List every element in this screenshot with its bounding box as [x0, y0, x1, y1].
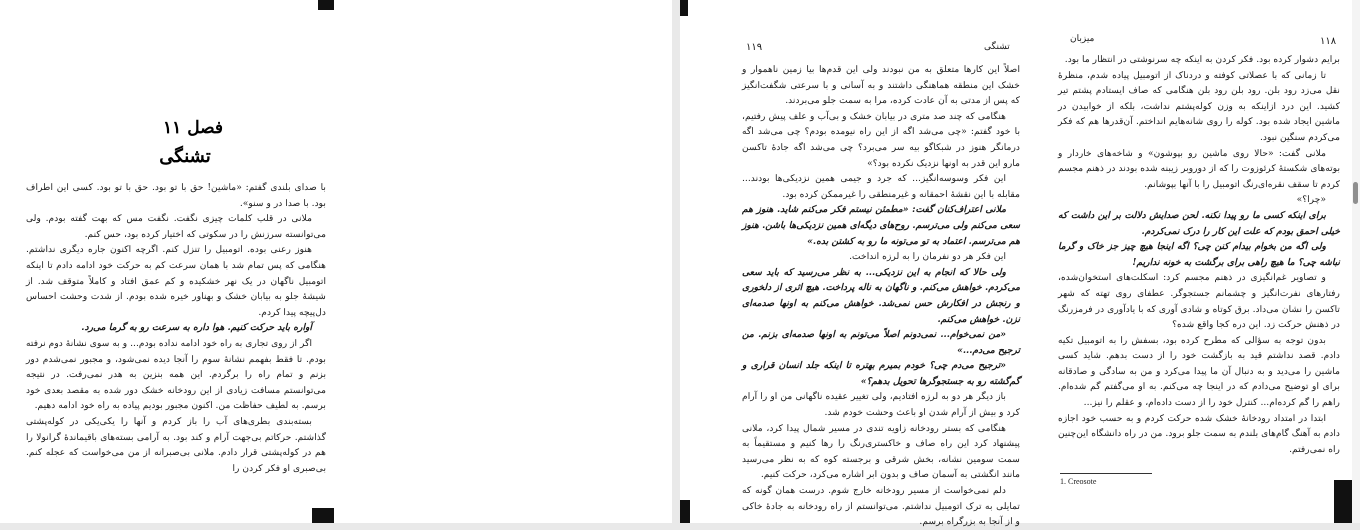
page-118-text — [1058, 52, 1340, 462]
paragraph: «چرا؟» — [1296, 194, 1326, 206]
paragraph: ملانی اعتراف‌کنان گفت: «مطمئن نیستم فکر می‌کنم شاید. هنوز هم سعی می‌کنم ولی می‌ترسم. روح‌های دیگه‌ای همین نزدیکی‌ها باشن. هنوز هم می‌ترسم. اعتماد به تو می‌تونه ما رو به کشتن بده.» — [742, 204, 1020, 247]
paragraph: برای اینکه کسی ما رو پیدا نکنه. لحن صدایش دلالت بر این داشت که خیلی احمق بودم که علت این کار را درک نمی‌کردم. — [1058, 209, 1340, 237]
paragraph: باز دیگر هر دو به لرزه افتادیم، ولی تغییر عقیده ناگهانی من او را آرام کرد و بیش از آرام شدن او باعث وحشت خودم شد. — [742, 391, 1020, 419]
left-page — [0, 0, 672, 523]
vertical-scrollbar[interactable] — [1352, 0, 1360, 523]
scan-artifact-bottom — [312, 508, 334, 523]
paragraph: اگر از روی تجاری به راه خود ادامه نداده بودم... و به سوی نشانهٔ دوم نرفته بودم. تا فقط بفهمم نشانهٔ سوم را آنجا دیده نمی‌شود، و مجبور نمی‌شدم دور بزنم و تمام راه را برگردم. این همه بنزین به هدر نمی‌رفت. در نتیجه می‌توانستم مسافت زیادی از این رودخانه خشک دور شده به مقصد بعدی خود برسم. به لطیف حفاظت من. اکنون مجبور بودیم پیاده به راه خود ادامه دهیم. — [26, 337, 326, 412]
paragraph: ولی اگه من بخوام بیدام کنن چی؟ اگه اینجا هیچ چیز جز خاک و گرما نباشه چی؟ ما هیچ راهی برای برگشت به خونه نداریم! — [1058, 241, 1340, 268]
paragraph: هنوز رعنی بوده. اتومبیل را تنزل کنم. اگرچه اکنون جاره دیگری نداشتم. هنگامی که پس تمام شد با همان سرعت کم به حرکت خود ادامه دادم تا اینکه اتومبیل ناگهان در یک نهر خشکیده و کم عمق افتاد و کاملاً متوقف شد. از شیشهٔ جلو به بیابان خشک و بهناور خیره شده بودم. از شدت وحشت احساس دل‌پیچه پیدا کردم. — [26, 244, 326, 318]
paragraph: آواره باید حرکت کنیم. هوا داره به سرعت رو به گرما می‌رد. — [81, 322, 312, 334]
paragraph: با صدای بلندی گفتم: «ماشین! حق با تو بود. حق با تو بود. کسی این اطراف بود. با صدا در و سنو». — [26, 182, 326, 209]
scan-artifact-right-bottom — [1334, 480, 1352, 523]
paragraph: ولی حالا که انجام به این نزدیکی... به نظر می‌رسید که باید سعی می‌کردم. خواهش می‌کنم. و ناگهان به ناله پرداخت. هیچ اثری از دلخوری و رنجش در افکارش حس نمی‌شد. خواهش می‌کنم به اونها صدمه‌ای نزن. خواهش می‌کنم. — [742, 266, 1020, 325]
paragraph: بدون توجه به سؤالی که مطرح کرده بود، بسفش را به اتومبیل تکیه دادم. قصد نداشتم قید به بازگشت خود را از دست بدهم. شاید کسی ماشین را می‌دید و به دنبال آن ما پیدا می‌کرد و من به سادگی و صادقانه برای او توضیح می‌دادم که در اینجا چه می‌کنم. به او می‌گفتم گم شده‌ام. راهم را گم کرده‌ام... کنترل خود را از دست داده‌ام، و عقلم را نیز... — [1058, 334, 1340, 409]
scrollbar-thumb[interactable] — [1353, 182, 1358, 204]
scan-artifact-left — [680, 0, 688, 16]
footnote-divider — [1060, 473, 1152, 474]
scan-artifact-top — [318, 0, 334, 10]
paragraph: این فکر هر دو نفرمان را به لرزه انداخت. — [849, 251, 1006, 263]
paragraph: اصلاً این کارها متعلق به من نبودند ولی این قدم‌ها بیا زمین ناهموار و خشک این منطقه هماهنگی داشتند و به آسانی و با سرعتی شگفت‌انگیز که پس از مدتی به آن عادت کرده، مرا به سمت جلو می‌بردند. — [742, 64, 1020, 107]
footnote: 1. Creosote — [1060, 477, 1097, 486]
page-119-text — [742, 62, 1020, 528]
paragraph: و تصاویر غم‌انگیزی در ذهنم مجسم کرد: اسکلت‌های استخوان‌شده، رفتارهای نفرت‌انگیز و چشمانم جستجوگر. عطفای روی تهته که شهر تاکسن را نشان می‌داد. برق کوتاه و شادی آوری که با یادآوری در فرمزرنگ در ذهنش حرکت زد. این دره کجا واقع شده؟ — [1058, 272, 1340, 331]
running-title-119: تشنگی — [984, 42, 1010, 52]
chapter-number: فصل ۱۱ — [163, 118, 223, 138]
left-page-text — [26, 180, 326, 500]
page-gutter — [672, 0, 680, 523]
paragraph: هنگامی که بستر رودخانه زاویه تندی در مسیر شمال پیدا کرد، ملانی پیشنهاد کرد این راه صاف و خاکستری‌رنگ را رها کنیم و مستقیماً به سمت سومین نشانه، بخش شرقی و برجسته کوه که به نظر می‌رسید مانند انگشتی به آسمان صاف و بدون ابر اشاره می‌کرد، حرکت کنیم. — [742, 422, 1020, 481]
paragraph: ابتدا در امتداد رودخانهٔ خشک شده حرکت کردم و به حسب خود اجازه دادم به آهنگ گام‌های بلندم به سمت جلو برود. من در راه دانشگاه این‌چنین راه نمی‌رفتم. — [1058, 412, 1340, 455]
paragraph: هنگامی که چند صد متری در بیابان خشک و بی‌آب و علف پیش رفتیم، با خود گفتم: «چی می‌شد اگه از این راه نیومده بودم؟ چی می‌شد اگه درمانگر هنوز در شبکاگو بیه سر می‌برد؟ چی می‌شد اگه جادهٔ تاکسن مارو این قدر به اونها نزدیک نکرده بود؟» — [742, 110, 1020, 169]
paragraph: «من نمی‌خوام... نمی‌دونم اصلاً می‌تونم به اونها صدمه‌ای بزنم. من ترجیح می‌دم...» — [742, 329, 1020, 356]
scan-artifact-left-bottom — [680, 500, 690, 523]
paragraph: «ترجیح می‌دم چی؟ خودم بمیرم بهتره تا اینکه جلد انسان قراری و گم‌گشته رو به جستجوگرها تحویل بدهم؟» — [742, 360, 1020, 387]
paragraph: بسته‌بندی بطری‌های آب را باز کردم و آنها را یکی‌یکی در کوله‌پشتی گذاشتم. حرکاتم بی‌جهت آرام و کند بود. به آرامی بسته‌های باقیماندهٔ گرانولا را هم در کوله‌پشتی قرار دادم. ملانی بی‌صبرانه از من می‌خواست که عجله کنم. بی‌صبری او فکر کردن را — [26, 415, 326, 474]
running-title-118: میزبان — [1070, 34, 1095, 44]
paragraph: این فکر وسوسه‌انگیز... که جرد و جیمی همین نزدیکی‌ها بودند... مقابله با این نقشهٔ احمقانه و غیرمنطقی را غیرممکن کرده بود. — [742, 173, 1020, 200]
page-number-118: ۱۱۸ — [1320, 36, 1337, 47]
paragraph: ملانی گفت: «حالا روی ماشین رو بپوشون» و شاخه‌های خاردار و بوته‌های شکستهٔ کرئوزوت را که از دوروبر زیبنه شده بودند در ذهنم مجسم کردم تا سقف نقره‌ای‌رنگ اتومبیل را با آنها بپوشانم. — [1058, 147, 1340, 190]
paragraph: دلم نمی‌خواست از مسیر رودخانه خارج شوم. درست همان گونه که تمایلی به ترک اتومبیل نداشتم. می‌توانستم از راه رودخانه به جادهٔ خاکی و از آنجا به بزرگراه برسم. — [742, 485, 1020, 528]
page-number-119: ۱۱۹ — [746, 42, 763, 53]
paragraph: تا زمانی که با عصلاتی کوفته و دردناک از اتومبیل پیاده شدم، منظرهٔ نقل می‌زد رود بلن. رود بلن رود بلن هنگامی که صاف ایستادم پشتم تیر کشید. این درد ازاینکه به وزن کوله‌پشتم نداشت، بلکه از خوابیدن در ماشین ایجاد شده بود. کوله را روی شانه‌هایم انداختم. آن‌قدرها هم که فکر می‌کردم سنگین نبود. — [1058, 69, 1340, 143]
chapter-title: تشنگی — [159, 146, 211, 167]
paragraph: ملانی در قلب کلمات چیزی نگفت. نگفت مس که بهت گفته بودم. ولی می‌توانسته سرزنش را در سکوتی که اختیار کرده بود، حس کنم. — [26, 213, 326, 240]
paragraph: برایم دشوار کرده بود. فکر کردن به اینکه چه سرنوشتی در انتظار ما بود. — [1064, 54, 1340, 65]
